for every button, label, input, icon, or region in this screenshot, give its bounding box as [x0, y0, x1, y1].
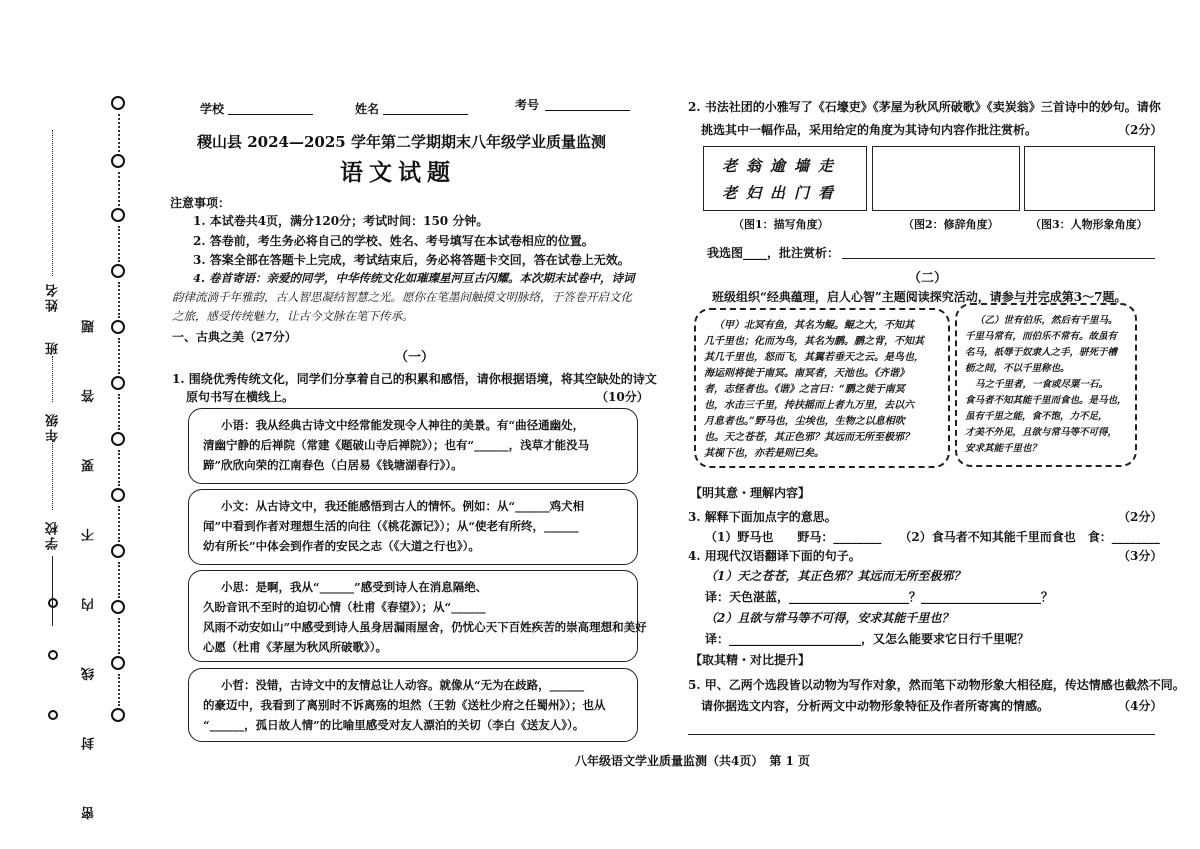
note-item: 3. 答案全部在答题卡上完成，考试结束后，务必将答题卡交回，答在试卷上无效。: [193, 253, 630, 267]
binding-circle: [111, 656, 125, 670]
school-label: 学校: [200, 102, 225, 116]
binding-dots: [118, 562, 120, 598]
passage-line: 枥之间，不以千里称也。: [965, 363, 1070, 374]
binding-dots: [118, 114, 120, 152]
q4-translation-2: 译：______________________，又怎么能要求它日行千里呢？: [705, 632, 1030, 646]
q1-score: （10分）: [596, 390, 649, 404]
calligraphy-image-1: [703, 146, 867, 211]
dialogue-line: 心愿（杜甫《茅屋为秋风所破歌》）。: [203, 640, 387, 654]
exam-no-label: 考号: [515, 98, 540, 112]
binding-circle: [111, 600, 125, 614]
binding-grade-line: [52, 440, 53, 510]
passage-line: 其视下也，亦若是则已矣。: [704, 448, 824, 459]
passage-line: 月息者也。”野马也，尘埃也，生物之以息相吹: [704, 416, 905, 427]
binding-dots: [118, 226, 120, 262]
binding-circle: [111, 432, 125, 446]
note-item: 韵律流淌千年雅韵，古人智思凝结智慧之光。愿你在笔墨间触摸文明脉络，于答卷开启文化: [172, 290, 632, 304]
dialogue-line: 清幽宁静的后禅院（常建《题破山寺后禅院》）；也有“______，浅草才能没马: [203, 438, 590, 452]
note-item: 2. 答卷前，考生务必将自己的学校、姓名、考号填写在本试卷相应的位置。: [193, 234, 594, 248]
passage-line: 马之千里者，一食或尽粟一石。: [975, 379, 1109, 390]
dialogue-box-xiaoyu: [188, 408, 638, 484]
passage-line: 名马，祇辱于奴隶人之手，骈死于槽: [965, 347, 1118, 358]
dialogue-line: 小思：是啊，我从“______”感受到诗人在消息隔绝、: [221, 580, 488, 594]
q5-text: 5. 甲、乙两个选段皆以动物为写作对象，然而笔下动物形象大相径庭，传达情感也截然不同。: [688, 678, 1185, 692]
binding-circle: [48, 710, 58, 720]
binding-circle: [111, 320, 125, 334]
q2-text-2: 挑选其中一幅作品，采用给定的角度为其诗句内容作批注赏析。: [701, 123, 1038, 137]
binding-dots: [118, 618, 120, 654]
binding-dots: [118, 450, 120, 486]
q5-answer-line[interactable]: [688, 734, 1155, 735]
q1-text: 1. 围绕优秀传统文化，同学们分享着自己的积累和感悟，请你根据语境，将其空缺处的诗文: [172, 372, 657, 386]
section1-heading: 一、古典之美（27分）: [172, 330, 297, 344]
passage-line: 食马者不知其能千里而食也。是马也，: [965, 395, 1127, 406]
calligraphy-line: 老妇出门看: [722, 184, 843, 202]
school-field[interactable]: [228, 114, 313, 115]
binding-dots: [118, 282, 120, 318]
q4-text: 4. 用现代汉语翻译下面的句子。: [688, 549, 861, 563]
q4-sentence-2: （2）且欲与常马等不可得，安求其能千里也？: [705, 611, 954, 625]
passage-line: 虽有千里之能，食不饱，力不足，: [965, 411, 1108, 422]
q5-text-2: 请你据选文内容，分析两文中动物形象特征及作者所寄寓的情感。: [701, 699, 1050, 713]
calligraphy-image-3: [1024, 146, 1155, 211]
q2-answer-prefix: 我选图____，批注赏析：: [707, 246, 840, 260]
q5-score: （4分）: [1118, 699, 1163, 713]
exam-subtitle: 语文试题: [340, 159, 456, 186]
passage-line: 才美不外见，且欲与常马等不可得，: [965, 427, 1118, 438]
dialogue-line: “______，孤日故人情”的比喻里感受对友人漂泊的关切（李白《送友人》）。: [203, 718, 585, 732]
dialogue-line: 小文：从古诗文中，我还能感悟到古人的情怀。例如：从“______鸡犬相: [221, 499, 585, 513]
binding-circle: [111, 154, 125, 168]
binding-circle: [111, 488, 125, 502]
q3-text: 3. 解释下面加点字的意思。: [688, 510, 837, 524]
binding-name-label: 姓名: [46, 282, 61, 312]
dialogue-line: 蹄”欣欣向荣的江南春色（白居易《钱塘湖春行》）。: [203, 458, 463, 472]
calligraphy-line: 老翁逾墙走: [722, 157, 843, 175]
passage-line: 安求其能千里也？: [965, 443, 1042, 454]
binding-circle: [48, 650, 58, 660]
dialogue-box-xiaowen: [188, 489, 638, 565]
q2-text: 2. 书法社团的小雅写了《石壕吏》《茅屋为秋风所破歌》《卖炭翁》三首诗中的妙句。请你: [688, 100, 1161, 114]
dialogue-line: 闻”中看到作者对理想生活的向往（《桃花源记》）；从“使老有所终，______: [203, 519, 579, 533]
note-item: 1. 本试卷共4页，满分120分；考试时间：150 分钟。: [193, 214, 489, 228]
binding-school-line: [52, 556, 53, 626]
dialogue-box-xiaozhe: [188, 668, 638, 742]
binding-class-line: [52, 356, 53, 402]
caption-1: （图1：描写角度）: [733, 218, 829, 231]
binding-school-label: 学校: [46, 520, 61, 550]
passage-yi: [955, 303, 1137, 467]
binding-circle: [111, 264, 125, 278]
binding-circle: [48, 598, 58, 608]
passage-line: 也，水击三千里，抟扶摇而上者九万里，去以六: [704, 400, 914, 411]
dialogue-line: 小语：我从经典古诗文中经常能发现令人神往的美景。有“曲径通幽处，: [221, 418, 585, 432]
binding-dots: [118, 506, 120, 542]
binding-dots: [118, 674, 120, 706]
dialogue-line: 风雨不动安如山”中感受到诗人虽身居漏雨屋舍，仍忧心天下百姓疾苦的崇高理想和美好: [203, 620, 647, 634]
passage-line: （甲）北冥有鱼，其名为鲲。鲲之大，不知其: [714, 320, 914, 331]
q3-score: （2分）: [1118, 510, 1163, 524]
q2-score: （2分）: [1118, 123, 1163, 137]
part1-label: （一）: [395, 350, 435, 365]
q3-items: （1）野马也 野马：________ （2）食马者不知其能千里而食也 食：________: [705, 530, 1160, 544]
part2-label: （二）: [908, 271, 948, 286]
binding-dots: [118, 172, 120, 206]
calligraphy-image-2: [872, 146, 1020, 211]
note-item: 之旅，感受传统魅力，让古今文脉在笔下传承。: [172, 309, 414, 323]
passage-line: 其几千里也，怒而飞，其翼若垂天之云。是鸟也，: [704, 352, 924, 363]
binding-circle: [111, 544, 125, 558]
binding-dots: [118, 394, 120, 430]
passage-line: 几千里也；化而为鸟，其名为鹏。鹏之背，不知其: [704, 336, 924, 347]
dialogue-box-xiaosi: [188, 570, 647, 662]
binding-grade-label: 年级: [46, 412, 61, 442]
name-label: 姓名: [355, 102, 380, 116]
tag-compare: 【取其精・对比提升】: [690, 653, 811, 667]
binding-circle: [111, 96, 125, 110]
dialogue-line: 的豪迈中，我看到了离别时不诉离殇的坦然（王勃《送杜少府之任蜀州》）；也从: [203, 698, 606, 712]
exam-title: 稷山县 2024—2025 学年第二学期期末八年级学业质量监测: [197, 133, 606, 151]
binding-name-line: [52, 130, 53, 276]
seal-line-text: 密 封 线 内 不 要 答 题: [82, 294, 97, 820]
q4-sentence-1: （1）天之苍苍，其正色邪？其远而无所至极邪？: [705, 569, 966, 583]
section2-intro: 班级组织“经典蕴理，启人心智”主题阅读探究活动，请参与并完成第3～7题。: [712, 290, 1127, 304]
caption-2: （图2：修辞角度）: [903, 218, 999, 231]
caption-3: （图3：人物形象角度）: [1030, 218, 1148, 231]
exam-no-field[interactable]: [545, 110, 630, 111]
dialogue-line: 幼有所长”中体会到作者的安民之志（《大道之行也》）。: [203, 539, 480, 553]
passage-line: （乙）世有伯乐，然后有千里马。: [975, 315, 1118, 326]
binding-circle: [111, 708, 125, 722]
q4-translation-1: 译：天色湛蓝，____________________？____________________？: [705, 590, 1054, 604]
passage-line: 也。天之苍苍，其正色邪？其远而无所至极邪？: [704, 432, 914, 443]
q4-score: （3分）: [1118, 549, 1163, 563]
passage-line: 海运则将徙于南冥。南冥者，天池也。《齐谐》: [704, 368, 909, 379]
notes-heading: 注意事项：: [170, 196, 231, 210]
name-field[interactable]: [383, 114, 468, 115]
q2-answer-line[interactable]: [842, 258, 1155, 259]
page-footer: 八年级语文学业质量监测（共4页） 第 1 页: [575, 754, 811, 768]
dialogue-line: 久盼音讯不至时的迫切心情（杜甫《春望》）；从“______: [203, 600, 486, 614]
dialogue-line: 小哲：没错，古诗文中的友情总让人动容。就像从“无为在歧路，______: [221, 678, 585, 692]
passage-line: 者，志怪者也。《谐》之言曰：“鹏之徙于南冥: [704, 384, 905, 395]
binding-circle: [111, 208, 125, 222]
passage-jia: [694, 308, 950, 468]
tag-understand: 【明其意・理解内容】: [690, 486, 811, 500]
note-item: 4. 卷首寄语：亲爱的同学，中华传统文化如璀璨星河亘古闪耀。本次期末试卷中，诗词: [193, 271, 635, 285]
passage-line: 千里马常有，而伯乐不常有。故虽有: [965, 331, 1118, 342]
binding-circle: [111, 376, 125, 390]
binding-class-label: 班: [46, 340, 61, 355]
q1-text-2: 原句书写在横线上。: [186, 390, 295, 404]
binding-dots: [118, 338, 120, 374]
